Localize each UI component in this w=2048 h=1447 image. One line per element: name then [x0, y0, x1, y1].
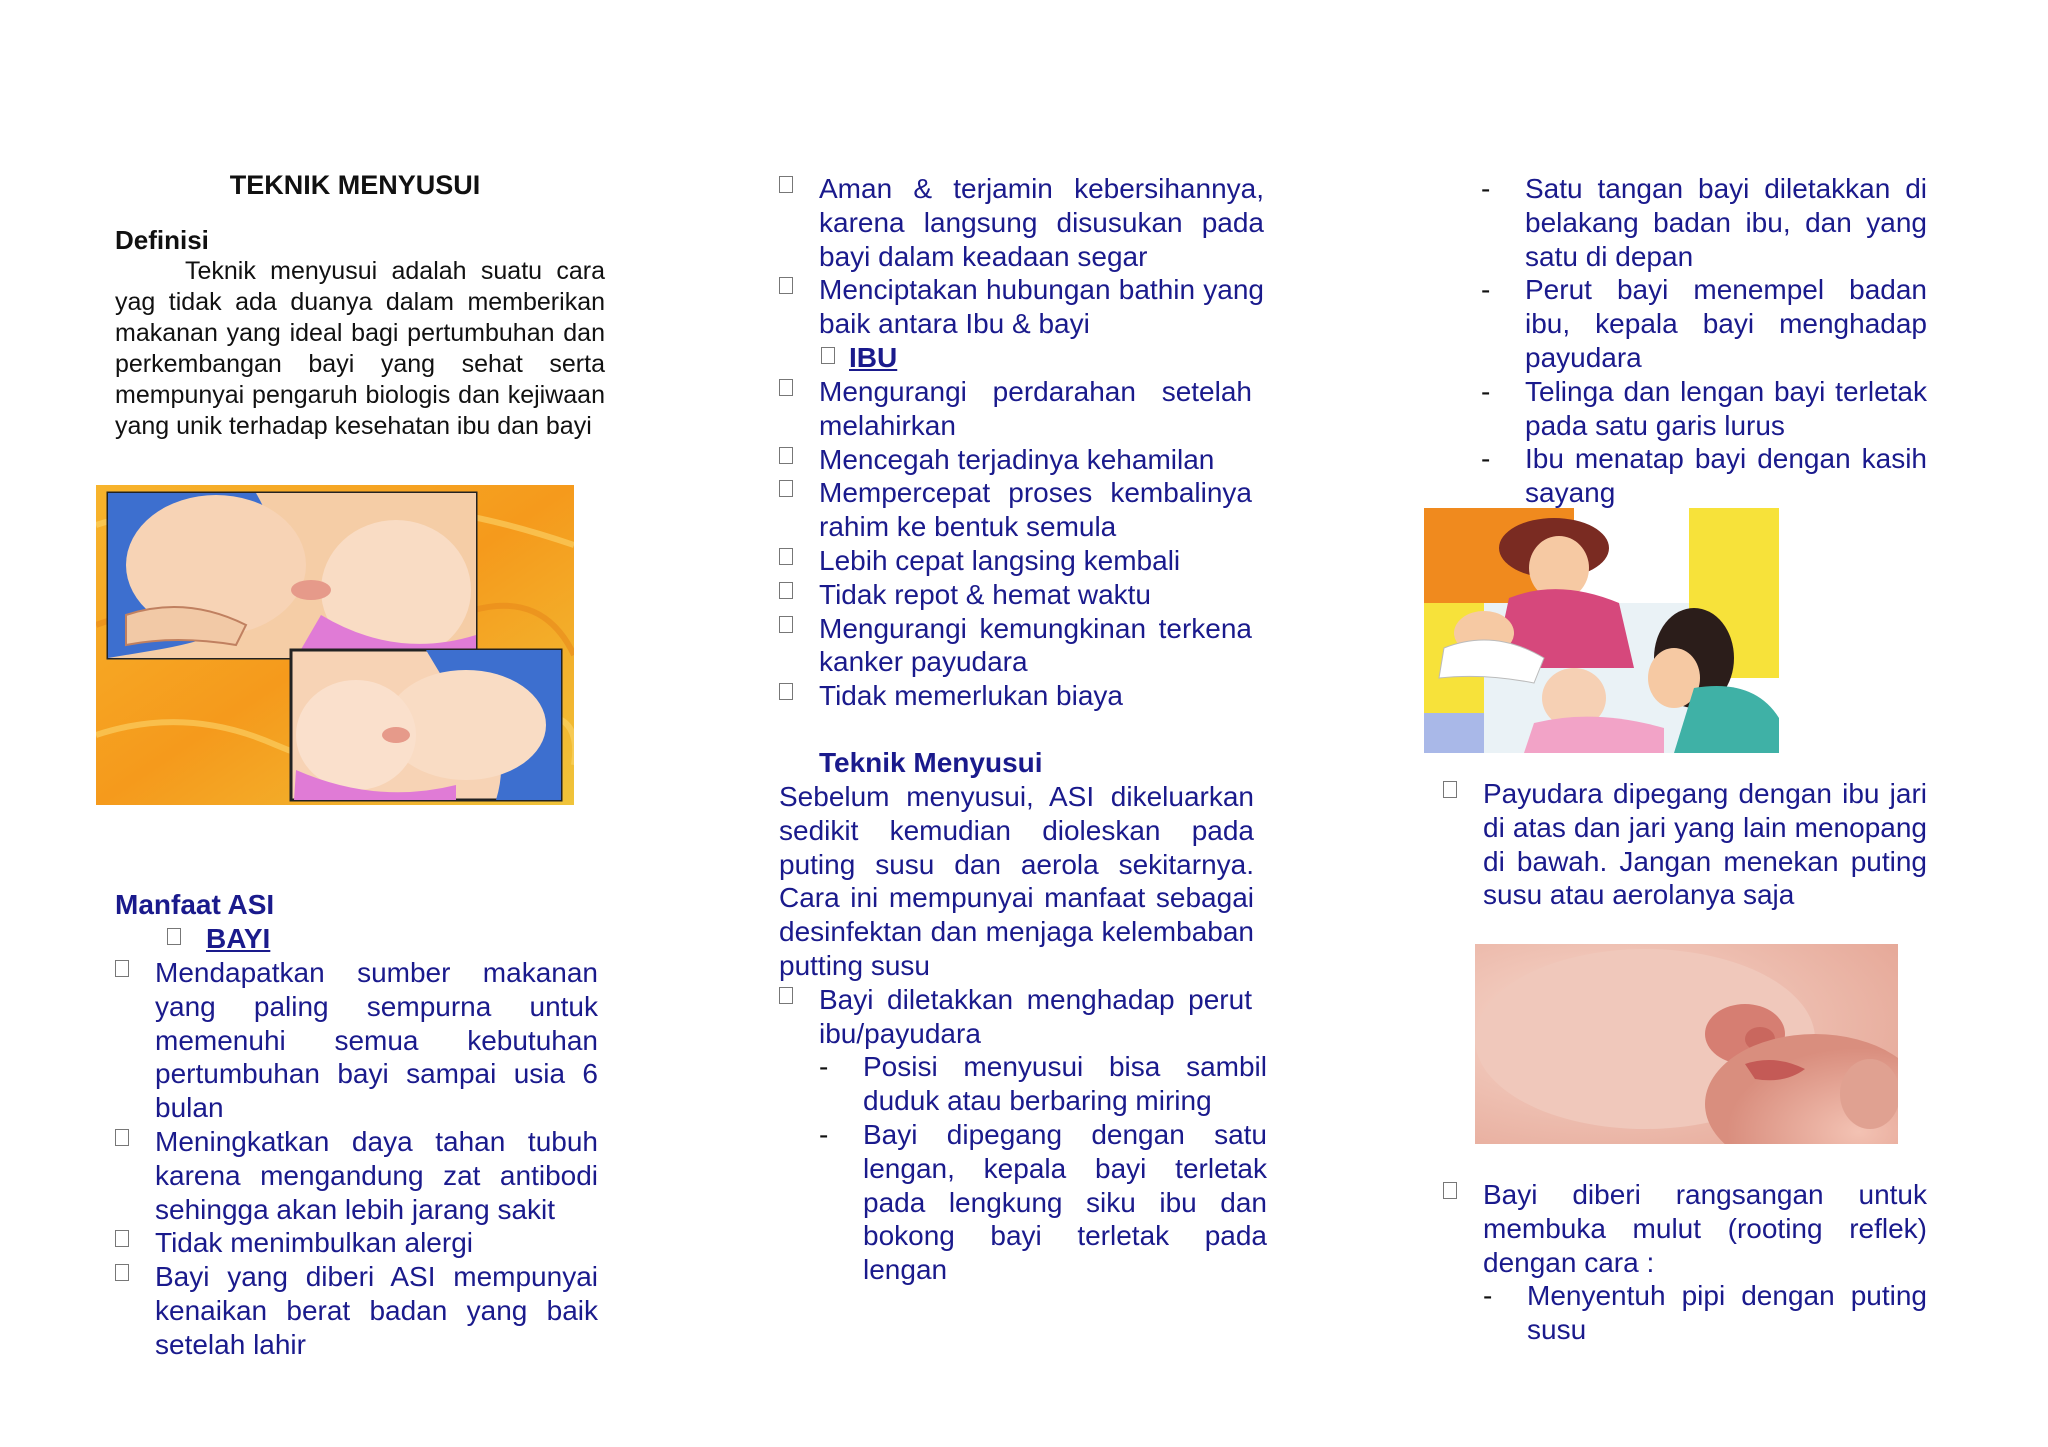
list-item: Tidak menimbulkan alergi — [115, 1226, 598, 1260]
benefits-heading: Manfaat ASI — [115, 889, 275, 920]
list-item: Lebih cepat langsing kembali — [779, 544, 1252, 578]
checkbox-bullet-icon — [779, 548, 793, 565]
list-item: - Bayi dipegang dengan satu lengan, kepala bayi terletak pada lengkung siku ibu dan bokong bayi terletak pada lengan — [819, 1118, 1267, 1286]
breastfeeding-illustration-1 — [96, 485, 574, 805]
checkbox-bullet-icon — [779, 480, 793, 497]
checkbox-bullet-icon — [115, 960, 129, 977]
checkbox-bullet-icon — [779, 987, 793, 1004]
list-item: Tidak memerlukan biaya — [779, 679, 1252, 713]
list-item: Menciptakan hubungan bathin yang baik antara Ibu & bayi — [779, 273, 1264, 341]
checkbox-bullet-icon — [115, 1230, 129, 1247]
list-item: - Satu tangan bayi diletakkan di belakang badan ibu, dan yang satu di depan — [1481, 173, 1927, 272]
definition-heading: Definisi — [115, 225, 209, 255]
list-item: - Telinga dan lengan bayi terletak pada satu garis lurus — [1481, 375, 1927, 441]
list-item: Tidak repot & hemat waktu — [779, 578, 1252, 612]
checkbox-bullet-icon — [1443, 781, 1457, 798]
mother-benefits-list — [779, 375, 1252, 713]
checkbox-bullet-icon — [779, 683, 793, 700]
list-item: Mengurangi kemungkinan terkena kanker payudara — [779, 612, 1252, 680]
baby-subheading — [115, 922, 605, 956]
baby-benefits-list-continued — [779, 172, 1264, 341]
definition-text: Teknik menyusui adalah suatu cara yag tidak ada duanya dalam memberikan makanan yang ideal bagi pertumbuhan dan perkembangan bayi yang sehat serta mempunyai pengaruh biologis dan kejiwaan yang unik terhadap kesehatan ibu dan bayi — [115, 257, 605, 440]
technique-intro: Sebelum menyusui, ASI dikeluarkan sedikit kemudian dioleskan pada puting susu dan aerola sekitarnya. Cara ini mempunyai manfaat sebagai desinfektan dan menjaga kelembaban putting susu — [779, 780, 1254, 981]
list-item: - Posisi menyusui bisa sambil duduk atau berbaring miring — [819, 1051, 1267, 1117]
technique-heading: Teknik Menyusui — [819, 746, 1043, 778]
technique-step1-sublist-continued — [1481, 172, 1927, 510]
step-3-list — [1443, 1178, 1927, 1279]
checkbox-bullet-icon — [821, 347, 835, 364]
breastfeeding-photo — [1475, 944, 1898, 1144]
list-item: Bayi diletakkan menghadap perut ibu/payudara — [779, 983, 1252, 1051]
list-item: Payudara dipegang dengan ibu jari di atas dan jari yang lain menopang di bawah. Jangan menekan puting susu atau aerolanya saja — [1443, 777, 1927, 912]
step-3-block — [1443, 1178, 1927, 1347]
list-item: - Ibu menatap bayi dengan kasih sayang — [1481, 443, 1927, 509]
list-item: Aman & terjamin kebersihannya, karena langsung disusukan pada bayi dalam keadaan segar — [779, 172, 1264, 273]
column-2 — [779, 172, 1267, 1287]
checkbox-bullet-icon — [115, 1129, 129, 1146]
list-item: Mendapatkan sumber makanan yang paling sempurna untuk memenuhi semua kebutuhan pertumbuhan bayi sampai usia 6 bulan — [115, 956, 598, 1125]
technique-step1-sublist — [819, 1050, 1267, 1287]
step-2-block — [1443, 777, 1927, 912]
checkbox-bullet-icon — [779, 379, 793, 396]
mother-heading-text: IBU — [849, 341, 898, 373]
list-item: Bayi diberi rangsangan untuk membuka mulut (rooting reflek) dengan cara : — [1443, 1178, 1927, 1279]
leaflet-title: TEKNIK MENYUSUI — [229, 170, 481, 200]
checkbox-bullet-icon — [779, 447, 793, 464]
baby-benefits-list — [115, 956, 598, 1362]
list-item: Mencegah terjadinya kehamilan — [779, 443, 1252, 477]
column-1 — [115, 170, 610, 442]
checkbox-bullet-icon — [115, 1264, 129, 1281]
technique-steps — [779, 983, 1252, 1051]
list-item: Mengurangi perdarahan setelah melahirkan — [779, 375, 1252, 443]
checkbox-bullet-icon — [779, 176, 793, 193]
checkbox-bullet-icon — [779, 616, 793, 633]
checkbox-bullet-icon — [167, 928, 181, 945]
mother-subheading — [779, 341, 1264, 375]
checkbox-bullet-icon — [1443, 1182, 1457, 1199]
step-2-list — [1443, 777, 1927, 912]
baby-heading-text: BAYI — [206, 923, 271, 954]
list-item: - Perut bayi menempel badan ibu, kepala bayi menghadap payudara — [1481, 274, 1927, 373]
column-3 — [1481, 172, 1927, 510]
list-item: Mempercepat proses kembalinya rahim ke bentuk semula — [779, 476, 1252, 544]
list-item: Bayi yang diberi ASI mempunyai kenaikan berat badan yang baik setelah lahir — [115, 1260, 598, 1361]
checkbox-bullet-icon — [779, 582, 793, 599]
benefits-section-baby — [115, 888, 605, 1362]
list-item: Meningkatkan daya tahan tubuh karena mengandung zat antibodi sehingga akan lebih jarang sakit — [115, 1125, 598, 1226]
mother-baby-illustration — [1424, 508, 1779, 753]
step-3-sublist — [1483, 1279, 1927, 1347]
checkbox-bullet-icon — [779, 277, 793, 294]
list-item: - Menyentuh pipi dengan puting susu — [1483, 1280, 1927, 1346]
